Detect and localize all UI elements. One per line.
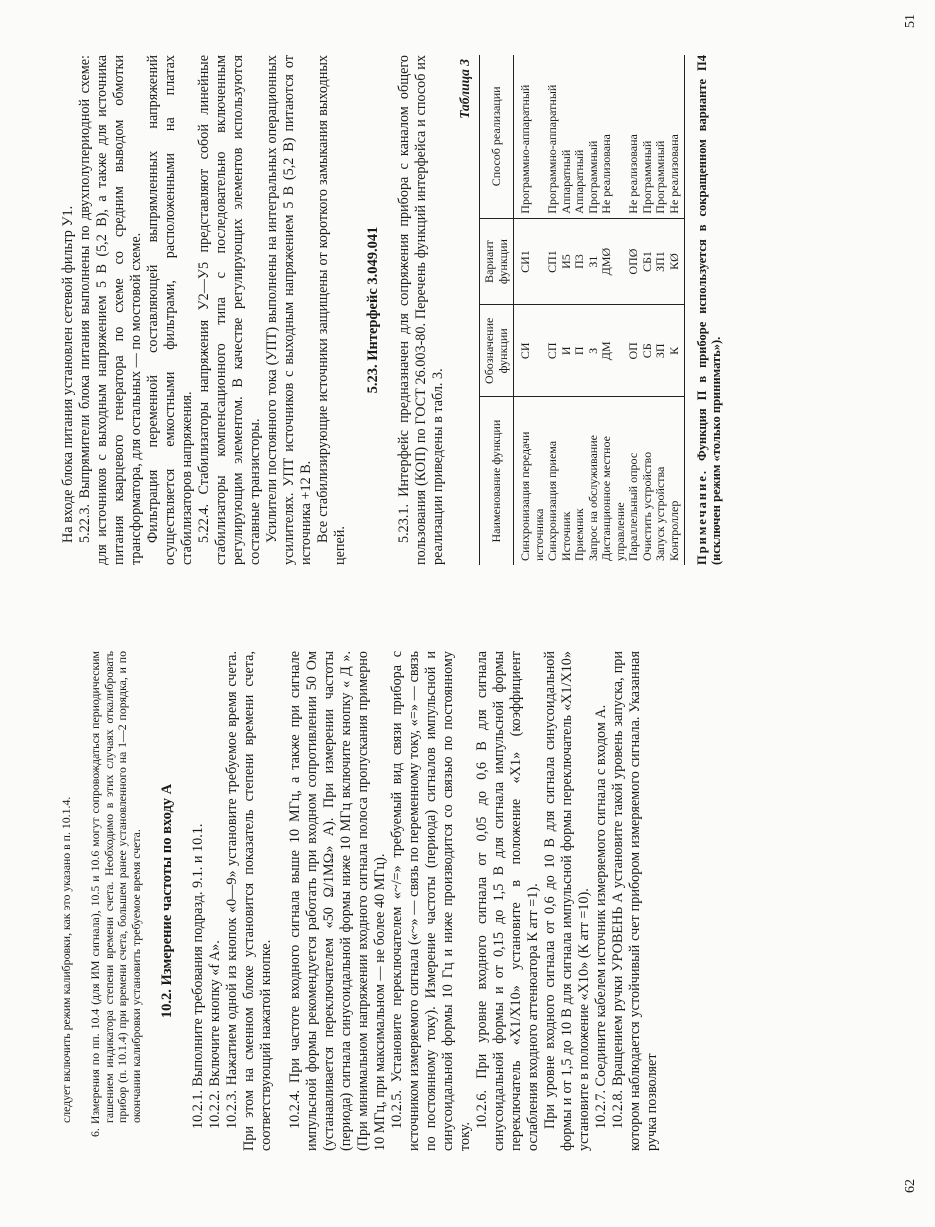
paragraph-filter: На входе блока питания установлен сетевой фильтр У1. (60, 205, 76, 543)
paragraph-10-2-8: 10.2.8. Вращением ручки УРОВЕНЬ А установите такой уровень запуска, при котором наблюдается устойчивый счет прибором измеряемого сигнала. Указанная ручка позволяет (610, 651, 661, 1151)
table-note (695, 55, 723, 565)
table-cell: З1 (587, 218, 601, 305)
table-cell: ОПØ (627, 218, 641, 305)
note-6: 6. Измерения по пп. 10.4 (для ИМ сигнала), 10.5 и 10.6 могут сопровождаться периодическим гашением индикатора степени времени счета. Необходимо в этих случаях откалибровать прибор (п. 10.1.4) при времени счета, большем ранее установленного на 1—2 порядка, и по окончании калибровки установить требуемое время счета. (88, 651, 143, 1137)
table-cell: Не реализована (600, 55, 627, 218)
table-row (573, 55, 587, 565)
paragraph-10-2-4: 10.2.4. При частоте входного сигнала выше 10 МГц, а также при сигнале импульсной формы рекомендуется работать при входном сопротивлении 50 Ом (устанавливается переключателем «50 Ω/1MΩ» А). При измерении частоты (периода) сигнала синусоидальной формы ниже 10 МГц включите кнопку « Д ». (При минимальном напряжении входного сигнала полоса пропускания примерно 10 МГц, при максимальном — не более 40 МГц). (287, 651, 389, 1151)
table-cell: П3 (573, 218, 587, 305)
page-number: 51 (903, 14, 918, 28)
table-note-text: Функция П в приборе используется в сокращенном варианте П4 (исключен режим «только принимать»). (695, 55, 723, 565)
table-cell: Программно-аппаратный (546, 55, 560, 218)
page-number: 62 (903, 1179, 918, 1193)
table-cell: ДМØ (600, 218, 627, 305)
table-cell: Не реализована (627, 55, 641, 218)
table-cell: И (560, 305, 574, 397)
table-header: Вариант функции (480, 218, 514, 305)
table-cell: Запрос на обслуживание (585, 435, 600, 561)
table-cell: СП1 (546, 218, 560, 305)
paragraph-10-2-6: 10.2.6. При уровне входного сигнала от 0,05 до 0,6 В для сигнала синусоидальной формы и от 0,15 до 1,5 В для сигнала импульсной формы переключатель «X1/X10» установите в положение «X1» (коэффициент ослабления входного аттенюатора К атт =1). (474, 651, 542, 1151)
table-row (560, 55, 574, 565)
paragraph-upt: Усилители постоянного тока (УПТ) выполнены на интегральных операционных усилителях. УПТ источников с выходным напряжением 5 В (5,2 В) питаются от источника +12 В. (264, 55, 314, 565)
table-cell: СП (546, 305, 560, 397)
table-cell: Контроллер (668, 397, 685, 565)
table-cell: Дистанционное местное управление (599, 436, 627, 561)
table-cell: СБ1 (641, 218, 655, 305)
table-cell: И5 (560, 218, 574, 305)
table-caption: Таблица 3 (457, 59, 472, 119)
table-cell: Синхронизация приема (545, 440, 559, 561)
paragraph-protection: Все стабилизирующие источники защищены от короткого замыкания выходных цепей. (315, 55, 348, 565)
interface-functions-table (479, 55, 685, 565)
paragraph-5-22-4: 5.22.4. Стабилизаторы напряжения У2—У5 представляют собой линейные стабилизаторы компенсационного типа с последовательно включенным регулирующим элементом. В качестве регулирующих элементов используются составные транзисторы. (196, 55, 263, 565)
table-header: Наименование функции (480, 397, 514, 565)
paragraph-10-2-1: 10.2.1. Выполните требования подразд. 9.1. и 10.1. (190, 823, 207, 1129)
table-cell: К (668, 305, 685, 397)
table-cell: ДМ (600, 305, 627, 397)
table-cell: ЗП (654, 305, 668, 397)
table-header: Обозначение функции (480, 305, 514, 397)
table-note-label: Примечание. (695, 468, 709, 565)
table-header-row (480, 55, 514, 565)
table-cell: СБ (641, 305, 655, 397)
page-62-text-column (60, 651, 661, 1151)
table-cell: Не реализована (668, 55, 685, 218)
table-cell: Программный (654, 55, 668, 218)
table-row (546, 55, 560, 565)
table-cell: Источник (558, 511, 573, 561)
table-cell: Аппаратный (573, 55, 587, 218)
table-cell: КØ (668, 218, 685, 305)
table-row (627, 55, 641, 565)
table-row (668, 55, 685, 565)
note-6-continuation: следует включить режим калибровки, как это указано в п. 10.1.4. (59, 796, 73, 1123)
section-heading-5-23: 5.23. Интерфейс 3.049.041 (365, 226, 381, 394)
paragraph-filtering: Фильтрация переменной составляющей выпрямленных напряжений осуществляется емкостными фильтрами, расположенными на платах стабилизаторов напряжения. (145, 55, 195, 565)
paragraph-10-2-3: 10.2.3. Нажатием одной из кнопок «0—9» установите требуемое время счета. При этом на сменном блоке установится показатель степени времени счета, соответствующий нажатой кнопке. (224, 651, 275, 1151)
paragraph-10-2-6-cont: При уровне входного сигнала от 0,6 до 10 В для сигнала синусоидальной формы и от 1,5 до 10 В для сигнала импульсной формы переключатель «X1/X10» установите в положение «X10» (К атт =10). (542, 651, 593, 1151)
table-cell: СИ1 (514, 218, 547, 305)
table-cell: Программный (587, 55, 601, 218)
table-cell: Программно-аппаратный (514, 55, 547, 218)
table-cell: Очистить устройство (639, 451, 654, 561)
table-row (514, 55, 547, 565)
table-row (641, 55, 655, 565)
table-cell: П (573, 305, 587, 397)
table-cell: Аппаратный (560, 55, 574, 218)
section-heading-10-2: 10.2. Измерение частоты по входу А (159, 783, 176, 1019)
table-cell: Программный (641, 55, 655, 218)
table-cell: З (587, 305, 601, 397)
table-cell: Синхронизация передачи источника (518, 431, 546, 561)
table-cell: Параллельный опрос (626, 452, 640, 561)
table-row (600, 55, 627, 565)
table-row (654, 55, 668, 565)
table-header: Способ реализации (480, 55, 514, 218)
table-row (587, 55, 601, 565)
paragraph-10-2-2: 10.2.2. Включите кнопку «f A». (207, 940, 224, 1129)
paragraph-10-2-7: 10.2.7. Соедините кабелем источник измеряемого сигнала с входом А. (593, 704, 610, 1129)
table-cell: ОП (627, 305, 641, 397)
table-cell: ЗП1 (654, 218, 668, 305)
table-cell: Запуск устройства (653, 466, 667, 561)
paragraph-5-22-3: 5.22.3. Выпрямители блока питания выполнены по двухполупериодной схеме: для источников с выходным напряжением 5 В (5,2 В), а также для источника питания кварцевого генератора по схеме со средним выводом обмотки трансформатора, для остальных — по мостовой схеме. (77, 55, 144, 565)
page-51 (0, 0, 935, 605)
paragraph-5-23-1: 5.23.1. Интерфейс предназначен для сопряжения прибора с каналом общего пользования (КОП) по ГОСТ 26.003-80. Перечень функций интерфейса и способ их реализации приведены в табл. 3. (396, 55, 446, 565)
paragraph-10-2-5: 10.2.5. Установите переключателем «~/=» требуемый вид связи прибора с источником измеряемого сигнала («~» — связь по переменному току, «=» — связь по постоянному току). Измерение частоты (периода) сигналов импульсной и синусоидальной формы 10 Гц и ниже производится со связью по постоянному току. (389, 651, 474, 1151)
page-51-text-column (60, 55, 723, 565)
table-cell: Приемник (572, 508, 586, 561)
page-62 (0, 627, 935, 1227)
table-cell: СИ (514, 305, 547, 397)
